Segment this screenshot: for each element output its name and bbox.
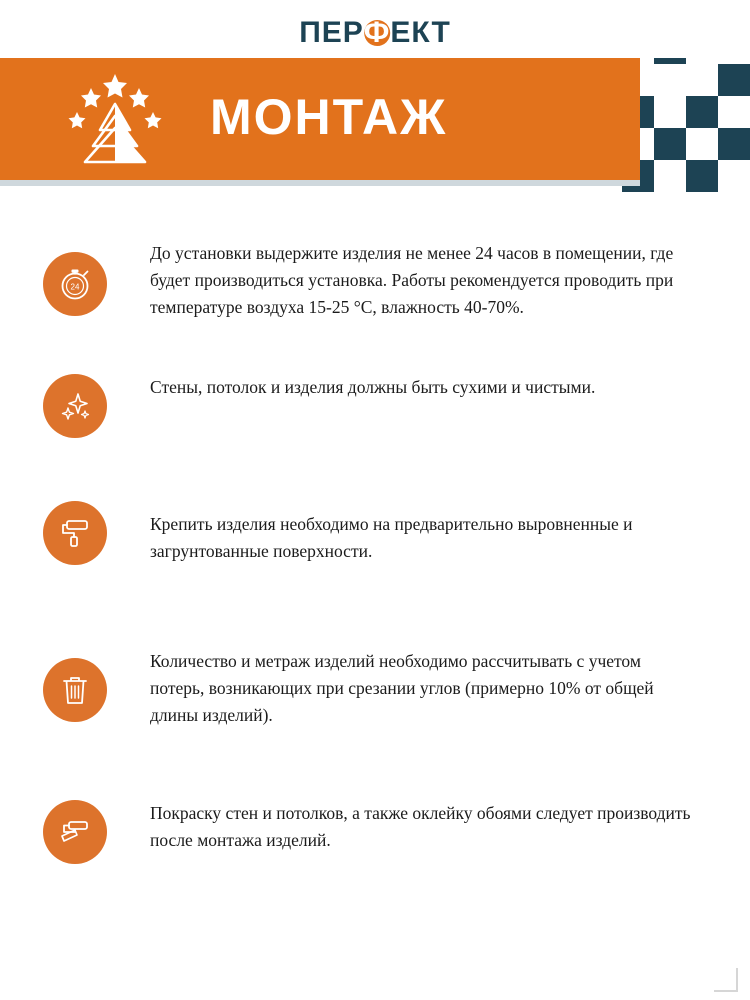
list-item-text: До установки выдержите изделия не менее 24 часов в помещении, где будет производиться установка. Работы рекомендуется проводить при температуре воздуха 15-25 °C, влажность 40-70%.: [150, 243, 674, 318]
svg-text:24: 24: [70, 282, 80, 292]
page-title: МОНТАЖ: [210, 89, 448, 145]
icon-container: [0, 489, 150, 565]
sparkle-clean-icon: [43, 374, 107, 438]
icon-container: [0, 362, 150, 438]
icon-container: [0, 200, 150, 316]
list-item: [0, 200, 750, 350]
brand-name-part2: ЕКТ: [390, 16, 451, 49]
paint-roller-wall-icon: [43, 800, 107, 864]
list-item-text: Стены, потолок и изделия должны быть сухими и чистыми.: [150, 377, 596, 397]
list-item: [0, 362, 750, 477]
title-band-shadow: [0, 180, 640, 186]
brand-name-part1: ПЕР: [299, 16, 364, 49]
title-band: [0, 58, 640, 180]
list-item-text: Количество и метраж изделий необходимо рассчитывать с учетом потерь, возникающих при срезании углов (примерно 10% от общей длины изделий).: [150, 651, 654, 726]
brand-logo: [299, 18, 451, 48]
trash-bin-icon: [43, 658, 107, 722]
brand-name-dot: Ф: [363, 16, 391, 49]
tree-stars-emblem-icon: [60, 72, 170, 172]
timer-24h-icon: [43, 252, 107, 316]
list-item: [0, 616, 750, 766]
instruction-list: [0, 200, 750, 910]
list-item: [0, 489, 750, 604]
brand-bar: [0, 0, 750, 58]
icon-container: [0, 616, 150, 722]
icon-container: [0, 778, 150, 864]
list-item: [0, 778, 750, 898]
list-item-text: Крепить изделия необходимо на предварительно выровненные и загрунтованные поверхности.: [150, 514, 633, 562]
corner-mark: [714, 968, 738, 992]
list-item-text: Покраску стен и потолков, а также оклейку обоями следует производить после монтажа изделий.: [150, 803, 691, 851]
paint-roller-icon: [43, 501, 107, 565]
